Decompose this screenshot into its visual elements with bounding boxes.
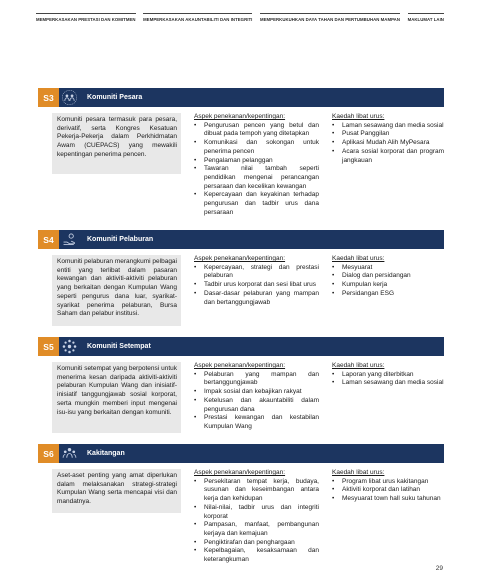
kaedah-item: • Laman sesawang dan media sosial	[332, 122, 444, 131]
kaedah-item: • Dialog dan persidangan	[332, 272, 444, 281]
kaedah-column	[332, 113, 444, 165]
section-header	[38, 337, 444, 356]
section-badge: S3	[38, 88, 59, 107]
aspek-item: • Tawaran nilai tambah seperti pendidikan mengenai perancangan persaraan dan kecelikan kewangan	[194, 165, 319, 191]
aspek-column	[194, 362, 319, 432]
section-description: Komuniti setempat yang berpotensi untuk menerima kesan daripada aktiviti-aktiviti pelaburan Kumpulan Wang dan inisiatif-inisiatif tanggungjawab sosial korporat, serta mungkin memberi input mengenai isu-isu yang berkaitan dengan komuniti.	[52, 362, 181, 433]
aspek-item: • Kepelbagaian, kesaksamaan dan keterangkuman	[194, 547, 319, 564]
nav-item-daya-tahan: MEMPERKUKUHKAN DAYA TAHAN DAN PERTUMBUHAN MAMPAN	[260, 13, 400, 22]
section-header	[38, 444, 444, 463]
aspek-item: • Pengurusan pencen yang betul dan dibuat pada tempoh yang ditetapkan	[194, 122, 319, 139]
kaedah-item: • Aktiviti korporat dan latihan	[332, 486, 444, 495]
aspek-item: • Tadbir urus korporat dan sesi libat urus	[194, 281, 319, 290]
kaedah-item: • Mesyuarat town hall suku tahunan	[332, 495, 444, 504]
kaedah-item: • Acara sosial korporat dan program jangkauan	[332, 148, 444, 165]
kaedah-title: Kaedah libat urus:	[332, 362, 385, 369]
section-title: Komuniti Setempat	[87, 343, 151, 350]
aspek-column	[194, 469, 319, 565]
kaedah-item: • Aplikasi Mudah Alih MyPesara	[332, 139, 444, 148]
kaedah-title: Kaedah libat urus:	[332, 113, 385, 120]
page-number: 29	[435, 565, 443, 572]
aspek-item: • Nilai-nilai, tadbir urus dan integriti korporat	[194, 504, 319, 521]
kaedah-column	[332, 255, 444, 299]
kaedah-item: • Mesyuarat	[332, 264, 444, 273]
nav-item-maklumat-lain: MAKLUMAT LAIN	[408, 13, 444, 22]
aspek-item: • Pengiktirafan dan penghargaan	[194, 539, 319, 548]
workforce-icon	[61, 445, 78, 462]
kaedah-item: • Pusat Panggilan	[332, 130, 444, 139]
local-community-icon	[61, 338, 78, 355]
kaedah-title: Kaedah libat urus:	[332, 469, 385, 476]
section-badge: S4	[38, 230, 59, 249]
kaedah-item: • Kumpulan kerja	[332, 281, 444, 290]
section-title: Kakitangan	[87, 450, 125, 457]
aspek-item: • Kepercayaan, strategi dan prestasi pelaburan	[194, 264, 319, 281]
kaedah-title: Kaedah libat urus:	[332, 255, 385, 262]
retiree-community-icon	[61, 89, 78, 106]
nav-item-akauntabiliti: MEMPERKASAKAN AKAUNTABILITI DAN INTEGRITI	[143, 13, 252, 22]
section-description: Komuniti pelaburan merangkumi pelbagai entiti yang terlibat dalam pasaran kewangan dan aktiviti-aktiviti pelaburan yang berkaitan dengan Kumpulan Wang seperti pengurus dana luar, syarikat-syarikat penerima pelaburan, Bursa Saham dan pelabur institusi.	[52, 255, 181, 326]
aspek-item: • Impak sosial dan kebajikan rakyat	[194, 388, 319, 397]
aspek-column	[194, 255, 319, 307]
aspek-item: • Kepercayaan dan keyakinan terhadap pengurusan dan tadbir urus dana persaraan	[194, 191, 319, 217]
aspek-item: • Pampasan, manfaat, pembangunan kerjaya dan kemajuan	[194, 521, 319, 538]
aspek-title: Aspek penekanan/kepentingan:	[194, 255, 286, 262]
kaedah-item: • Persidangan ESG	[332, 290, 444, 299]
kaedah-column	[332, 469, 444, 504]
kaedah-column	[332, 362, 444, 388]
aspek-item: • Pelaburan yang mampan dan bertanggungjawab	[194, 371, 319, 388]
aspek-title: Aspek penekanan/kepentingan:	[194, 469, 286, 476]
section-badge: S6	[38, 444, 59, 463]
aspek-column	[194, 113, 319, 217]
section-komuniti-setempat	[38, 337, 444, 437]
top-navigation	[36, 13, 444, 22]
section-kakitangan	[38, 444, 444, 569]
section-header	[38, 230, 444, 249]
section-description: Aset-aset penting yang amat diperlukan dalam melaksanakan strategi-strategi Kumpulan Wang serta mencapai visi dan mandatnya.	[52, 469, 181, 513]
aspek-item: • Persekitaran tempat kerja, budaya, susunan dan keseimbangan antara kerja dan kehidupan	[194, 478, 319, 504]
aspek-item: • Dasar-dasar pelaburan yang mampan dan bertanggungjawab	[194, 290, 319, 307]
kaedah-item: • Program libat urus kakitangan	[332, 478, 444, 487]
aspek-item: • Prestasi kewangan dan kestabilan Kumpulan Wang	[194, 414, 319, 431]
section-badge: S5	[38, 337, 59, 356]
section-title: Komuniti Pesara	[87, 94, 143, 101]
aspek-item: • Pengalaman pelanggan	[194, 157, 319, 166]
aspek-item: • Komunikasi dan sokongan untuk penerima pencen	[194, 139, 319, 156]
kaedah-item: • Laman sesawang dan media sosial	[332, 379, 444, 388]
section-title: Komuniti Pelaburan	[87, 236, 154, 243]
investment-community-icon	[61, 231, 78, 248]
section-header	[38, 88, 444, 107]
nav-item-prestasi: MEMPERKASAKAN PRESTASI DAN KOMITMEN	[36, 13, 136, 22]
aspek-title: Aspek penekanan/kepentingan:	[194, 362, 286, 369]
section-komuniti-pesara	[38, 88, 444, 223]
section-komuniti-pelaburan	[38, 230, 444, 335]
section-description: Komuniti pesara termasuk para pesara, derivatif, serta Kongres Kesatuan Pekerja-Pekerja dalam Perkhidmatan Awam (CUEPACS) yang mewakili kepentingan penerima pencen.	[52, 113, 181, 174]
aspek-item: • Ketelusan dan akauntabiliti dalam pengurusan dana	[194, 397, 319, 414]
kaedah-item: • Laporan yang diterbitkan	[332, 371, 444, 380]
aspek-title: Aspek penekanan/kepentingan:	[194, 113, 286, 120]
